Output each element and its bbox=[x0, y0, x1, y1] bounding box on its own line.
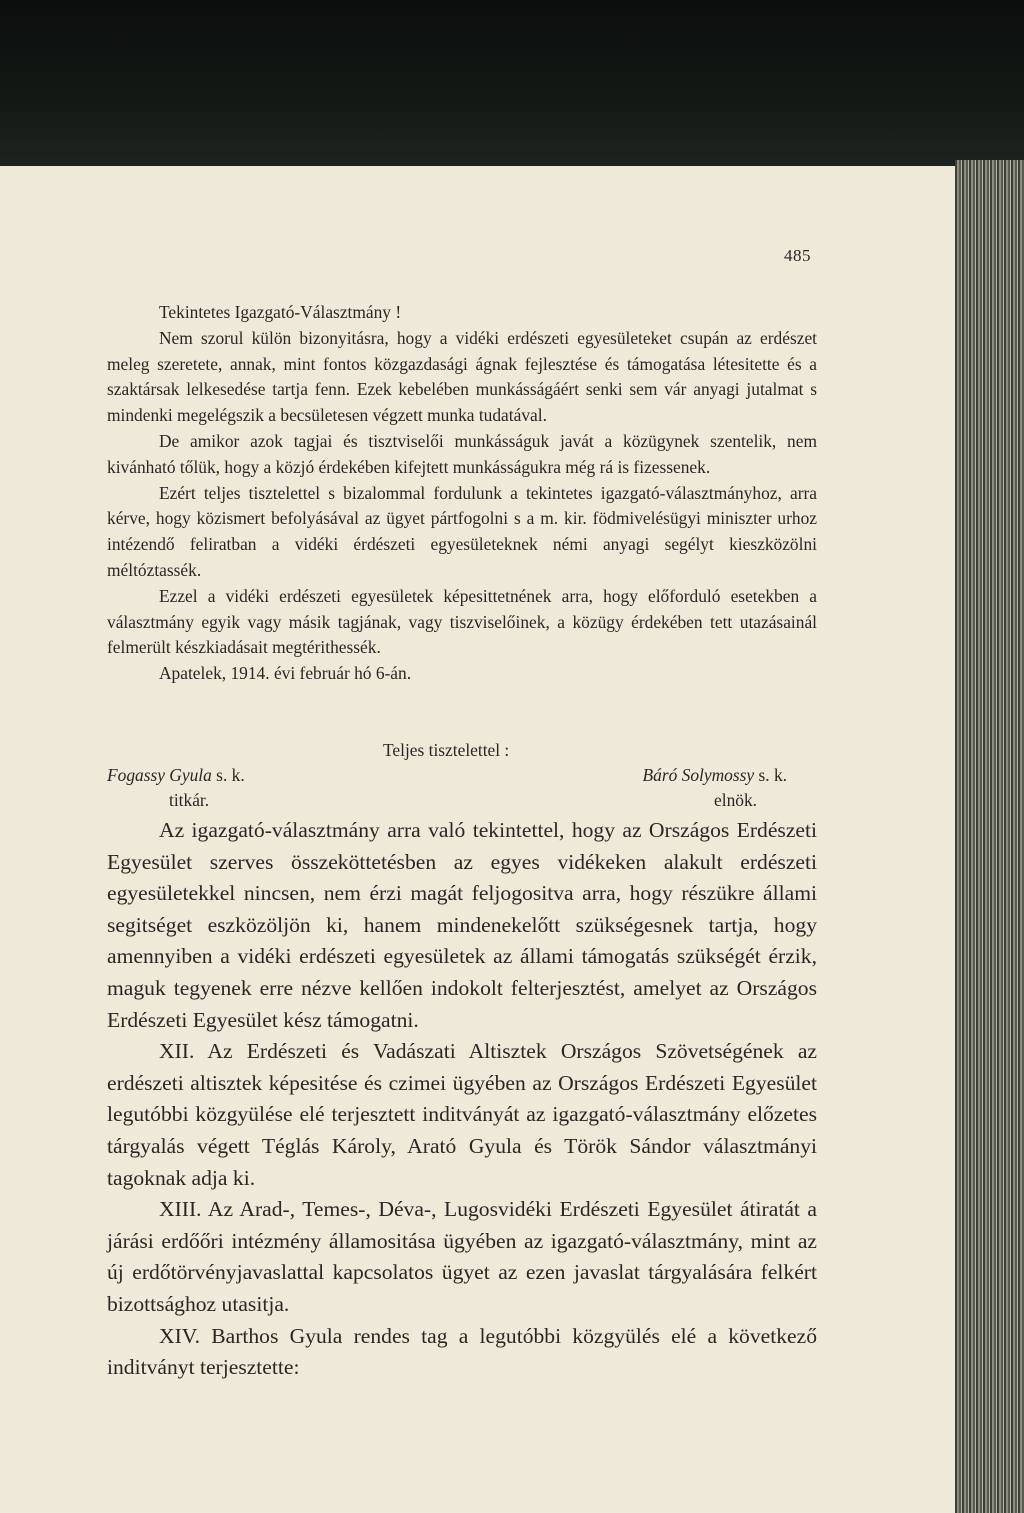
minutes-paragraph: Az igazgató-választmány arra való tekintettel, hogy az Országos Erdészeti Egyesület szerves összeköttetésben az egyes vidékeken alakult erdészeti egyesületekkel nincsen, nem érzi magát feljogositva arra, hogy részükre állami segitséget eszközöljön ki, hanem mindenekelőtt szükségesnek tartja, hogy amennyiben a vidéki erdészeti egyesületek az állami támogatás szükségét érzik, maguk tegyenek erre nézve kellően indokolt felterjesztést, amelyet az Országos Erdészeti Egyesület kész támogatni. bbox=[107, 818, 817, 1032]
signatory-right-suffix: s. k. bbox=[758, 765, 787, 785]
letter-paragraph: Ezért teljes tisztelettel s bizalommal fordulunk a tekintetes igazgató-választmányhoz, arra kérve, hogy közismert befolyásával az ügyet pártfogolni s a m. kir. födmivelésügyi miniszter urhoz intézendő feliratban a vidéki érdészeti egyesületeknek némi anyagi segélyt kieszközölni méltóztassék. bbox=[107, 482, 817, 580]
page-number: 485 bbox=[784, 246, 811, 265]
letter-paragraph: Nem szorul külön bizonyitásra, hogy a vidéki erdészeti egyesületeket csupán az erdészet meleg szeretete, annak, mint fontos közgazdasági ágnak fejlesztése és támogatása létesitette és a szaktársak lelkesedése tartja fenn. Ezek kebelében munkásságáért senki sem vár anyagi jutalmat s mindenki megelégszik a becsületesen végzett munka tudatával. bbox=[107, 327, 817, 426]
minutes-body bbox=[107, 815, 817, 1384]
signatory-right-name: Báró Solymossy bbox=[642, 765, 755, 785]
minutes-item-xiii: XIII. Az Arad-, Temes-, Déva-, Lugosvidéki Erdészeti Egyesület átiratát a járási erdőőri intézmény államositása ügyében az igazgató-választmány, mint az új erdőtörvényjavaslattal kapcsolatos ügyet az ezen javaslat tárgyalására felkért bizottsághoz utasitja. bbox=[107, 1197, 817, 1316]
letter-date: Apatelek, 1914. évi február hó 6-án. bbox=[159, 663, 412, 684]
signatory-left-name: Fogassy Gyula bbox=[107, 765, 212, 785]
letter-salutation: Tekintetes Igazgató-Választmány ! bbox=[159, 302, 402, 322]
signatory-left-title: titkár. bbox=[169, 790, 210, 810]
scan-background bbox=[0, 0, 1024, 175]
letter-paragraph: Ezzel a vidéki erdészeti egyesületek képesittetnének arra, hogy előforduló esetekben a választmány egyik vagy másik tagjának, vagy tiszviselőinek, a közügy érdekében tett utazásainál felmerült készkiadásait megtérithessék. bbox=[107, 585, 817, 658]
book-page-edges bbox=[955, 160, 1024, 1513]
signatory-right-title: elnök. bbox=[714, 790, 757, 810]
letter-paragraph: De amikor azok tagjai és tisztviselői munkásságuk javát a közügynek szentelik, nem kivánható tőlük, hogy a közjó érdekében kifejtett munkásságukra még rá is fizessenek. bbox=[107, 430, 817, 477]
letter-block bbox=[107, 300, 817, 687]
minutes-item-xii: XII. Az Erdészeti és Vadászati Altisztek Országos Szövetségének az erdészeti altisztek képesitése és czimei ügyében az Országos Erdészeti Egyesület legutóbbi közgyülése elé terjesztett inditványát az igazgató-választmány előzetes tárgyalás végett Téglás Károly, Arató Gyula és Török Sándor választmányi tagoknak adja ki. bbox=[107, 1039, 817, 1190]
letter-closing: Teljes tisztelettel : bbox=[383, 740, 510, 760]
minutes-item-xiv: XIV. Barthos Gyula rendes tag a legutóbbi közgyülés elé a következő inditványt terjesztette: bbox=[107, 1323, 817, 1380]
letter-signatures bbox=[107, 738, 817, 813]
signatory-left-suffix: s. k. bbox=[216, 765, 245, 785]
